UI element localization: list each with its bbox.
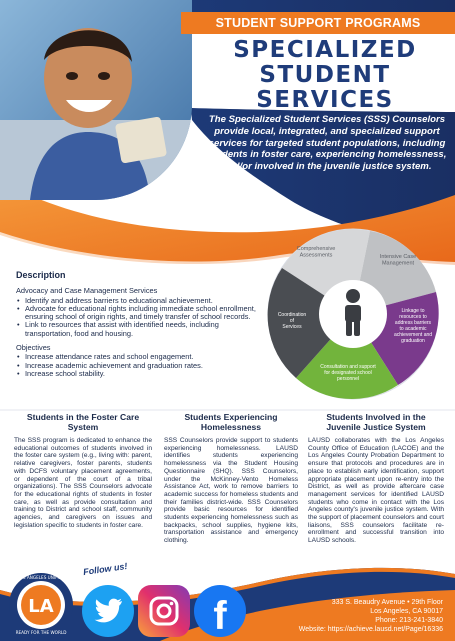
services-cycle-diagram bbox=[262, 228, 444, 400]
logo-top-text: LOS ANGELES UNIFIED bbox=[17, 575, 65, 580]
follow-us-text: Follow us! bbox=[82, 560, 128, 578]
title-line-2: STUDENT bbox=[259, 62, 391, 88]
page-title bbox=[195, 38, 455, 113]
foster-body: The SSS program is dedicated to enhance the educational outcomes of students involved in the foster care system (e.g., living with: parent, relative caregivers, foster parents, students with DCFS voluntary placement agreements, or dependent of the court of a tribal organizations). The SSS Counselors advocate for the educational rights of students in foster care, as well as provide consultation and training to District and school staff, community agencies, and caregivers on issues and legislation specific to students in foster care. bbox=[14, 437, 152, 529]
twitter-icon[interactable] bbox=[82, 585, 134, 637]
label-coordination: Coordination of Services bbox=[277, 312, 307, 330]
programs-columns bbox=[0, 412, 455, 562]
foster-heading: Students in the Foster Care System bbox=[26, 412, 140, 432]
logo-bottom-text: READY FOR THE WORLD bbox=[15, 630, 67, 635]
label-comprehensive: Comprehensive Assessments bbox=[296, 246, 336, 259]
website-link[interactable]: Website: https://achieve.lausd.net/Page/16336 bbox=[298, 626, 443, 633]
homeless-heading: Students Experiencing Homelessness bbox=[184, 412, 278, 432]
contact-info bbox=[253, 598, 443, 634]
label-consultation: Consultation and support for designated school personnel bbox=[320, 364, 376, 382]
label-intensive: Intensive Case Management bbox=[379, 254, 417, 267]
program-banner bbox=[181, 12, 455, 34]
title-line-3: SERVICES bbox=[256, 87, 394, 113]
column-homelessness bbox=[164, 412, 298, 545]
student-photo bbox=[0, 0, 192, 200]
instagram-icon[interactable] bbox=[138, 585, 190, 637]
banner-label: STUDENT SUPPORT PROGRAMS bbox=[215, 16, 421, 30]
juvenile-heading: Students Involved in the Juvenile Justice System bbox=[326, 412, 426, 432]
list-item: • Advocate for educational rights including immediate school enrollment, ensuring school of origin rights, and timely transfer of school records. bbox=[16, 305, 256, 322]
facebook-icon[interactable] bbox=[194, 585, 246, 637]
list-item: • Identify and address barriers to educational achievement. bbox=[16, 297, 256, 305]
lausd-logo bbox=[8, 572, 74, 638]
column-juvenile-justice bbox=[308, 412, 444, 545]
advocacy-heading: Advocacy and Case Management Services bbox=[16, 286, 158, 295]
advocacy-list bbox=[16, 297, 256, 338]
list-item: • Increase school stability. bbox=[16, 370, 256, 378]
label-linkage: Linkage to resources to address barriers to academic achievement and graduation bbox=[393, 308, 433, 344]
homeless-body: SSS Counselors provide support to students experiencing homelessness. LAUSD identifies students experiencing homelessness via the Student Housing Questionnaire (SHQ). SSS Counselors, under the McKinney-Vento Homeless Assistance Act, work to remove barriers to academic success for homeless students and their families district-wide. SSS Counselors provide basic resources for identified students experiencing homelessness such as backpacks, school supplies, hygiene kits, transportation assistance and emergency clothing. bbox=[164, 437, 298, 545]
address-line-1: 333 S. Beaudry Avenue • 29th Floor bbox=[331, 599, 443, 606]
description-heading: Description bbox=[16, 270, 66, 280]
logo-mark: LA bbox=[28, 596, 54, 617]
description-section bbox=[16, 270, 256, 382]
list-item: • Increase attendance rates and school engagement. bbox=[16, 353, 256, 361]
objectives-list bbox=[16, 353, 256, 378]
objectives-heading: Objectives bbox=[16, 342, 51, 352]
column-foster-care bbox=[14, 412, 152, 529]
facebook-glyph: f bbox=[213, 594, 227, 637]
juvenile-body: LAUSD collaborates with the Los Angeles County Office of Education (LACOE) and the Los Angeles County Probation Department to ensure that protocols and procedures are in place to establish early identification, support appropriate placement upon re-entry into the District, as well as provide aftercare case management services for identified LAUSD students who come in contact with the Los Angeles county's juvenile justice system. With the support of placement counselors and court liaisons, SSS counselors facilitate re-enrollment and successful transition into LAUSD schools. bbox=[308, 437, 444, 545]
address-line-2: Los Angeles, CA 90017 bbox=[370, 608, 443, 615]
list-item: • Link to resources that assist with identified needs, including transportation, food and housing. bbox=[16, 321, 256, 338]
title-line-1: SPECIALIZED bbox=[233, 37, 417, 63]
intro-text: The Specialized Student Services (SSS) Counselors provide local, integrated, and specialized support services for targeted student populations, including students in foster care, experiencing homelessness, and/or involved in the juvenile justice system. bbox=[207, 114, 447, 173]
phone: Phone: 213-241-3840 bbox=[375, 617, 443, 624]
list-item: • Increase academic achievement and graduation rates. bbox=[16, 362, 256, 370]
